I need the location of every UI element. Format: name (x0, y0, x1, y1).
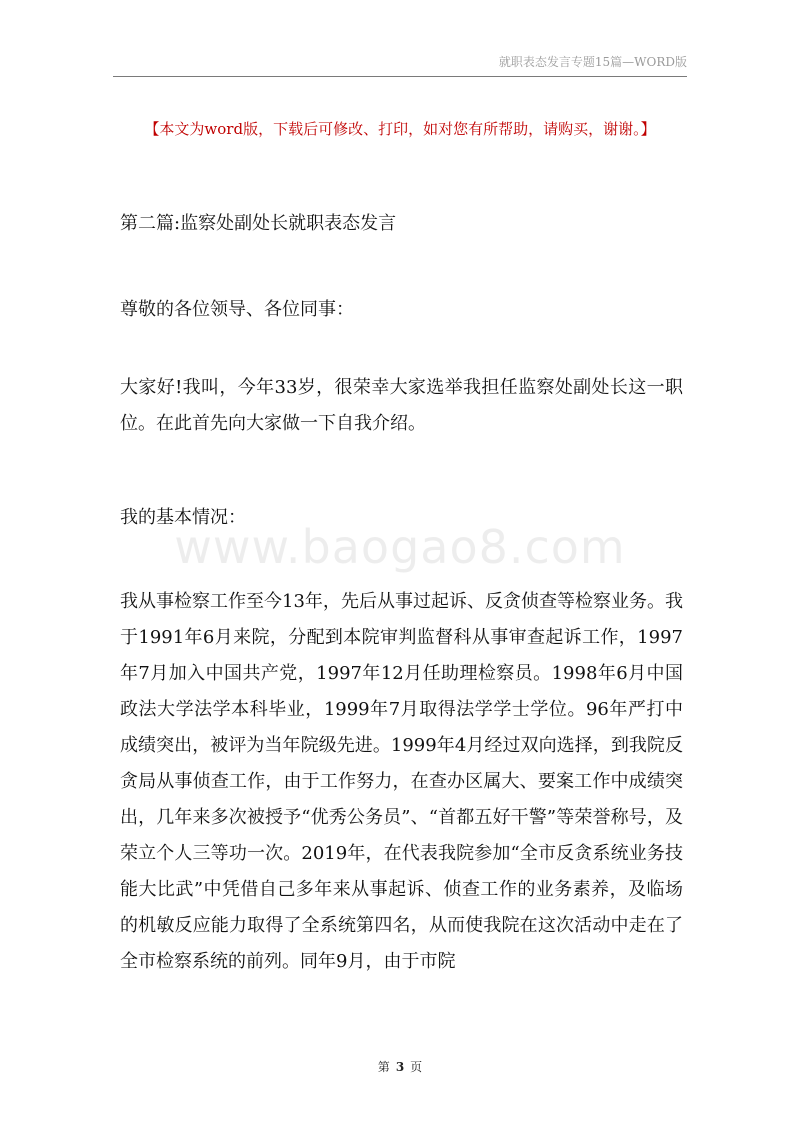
main-paragraph: 我从事检察工作至今13年，先后从事过起诉、反贪侦查等检察业务。我于1991年6月来院，分配到本院审判监督科从事审查起诉工作，1997年7月加入中国共产党，1997年12月任助理检察员。1998年6月中国政法大学法学本科毕业，1999年7月取得法学学士学位。96年严打中成绩突出，被评为当年院级先进。1999年4月经过双向选择，到我院反贪局从事侦查工作，由于工作努力，在查办区属大、要案工作中成绩突出，几年来多次被授予“优秀公务员”、“首都五好干警”等荣誉称号，及荣立个人三等功一次。2019年，在代表我院参加“全市反贪系统业务技能大比武”中凭借自己多年来从事起诉、侦查工作的业务素养，及临场的机敏反应能力取得了全系统第四名，从而使我院在这次活动中走在了全市检察系统的前列。同年9月，由于市院 (120, 591, 683, 972)
purchase-notice: 【本文为word版，下载后可修改、打印，如对您有所帮助，请购买，谢谢。】 (144, 120, 656, 138)
section-title: 第二篇:监察处副处长就职表态发言 (120, 213, 397, 234)
page-footer (0, 1058, 800, 1075)
footer-suffix: 页 (410, 1060, 423, 1074)
greeting-paragraph: 尊敬的各位领导、各位同事： (120, 299, 354, 320)
footer-prefix: 第 (377, 1060, 390, 1074)
intro-paragraph: 大家好!我叫，今年33岁，很荣幸大家选举我担任监察处副处长这一职位。在此首先向大家做一下自我介绍。 (120, 377, 683, 434)
basic-info-heading: 我的基本情况： (120, 507, 246, 528)
watermark: www.baogao8.com (174, 520, 626, 574)
header-title: 就职表态发言专题15篇—WORD版 (498, 55, 687, 69)
page-number: 3 (395, 1060, 405, 1074)
page-header (113, 52, 687, 77)
